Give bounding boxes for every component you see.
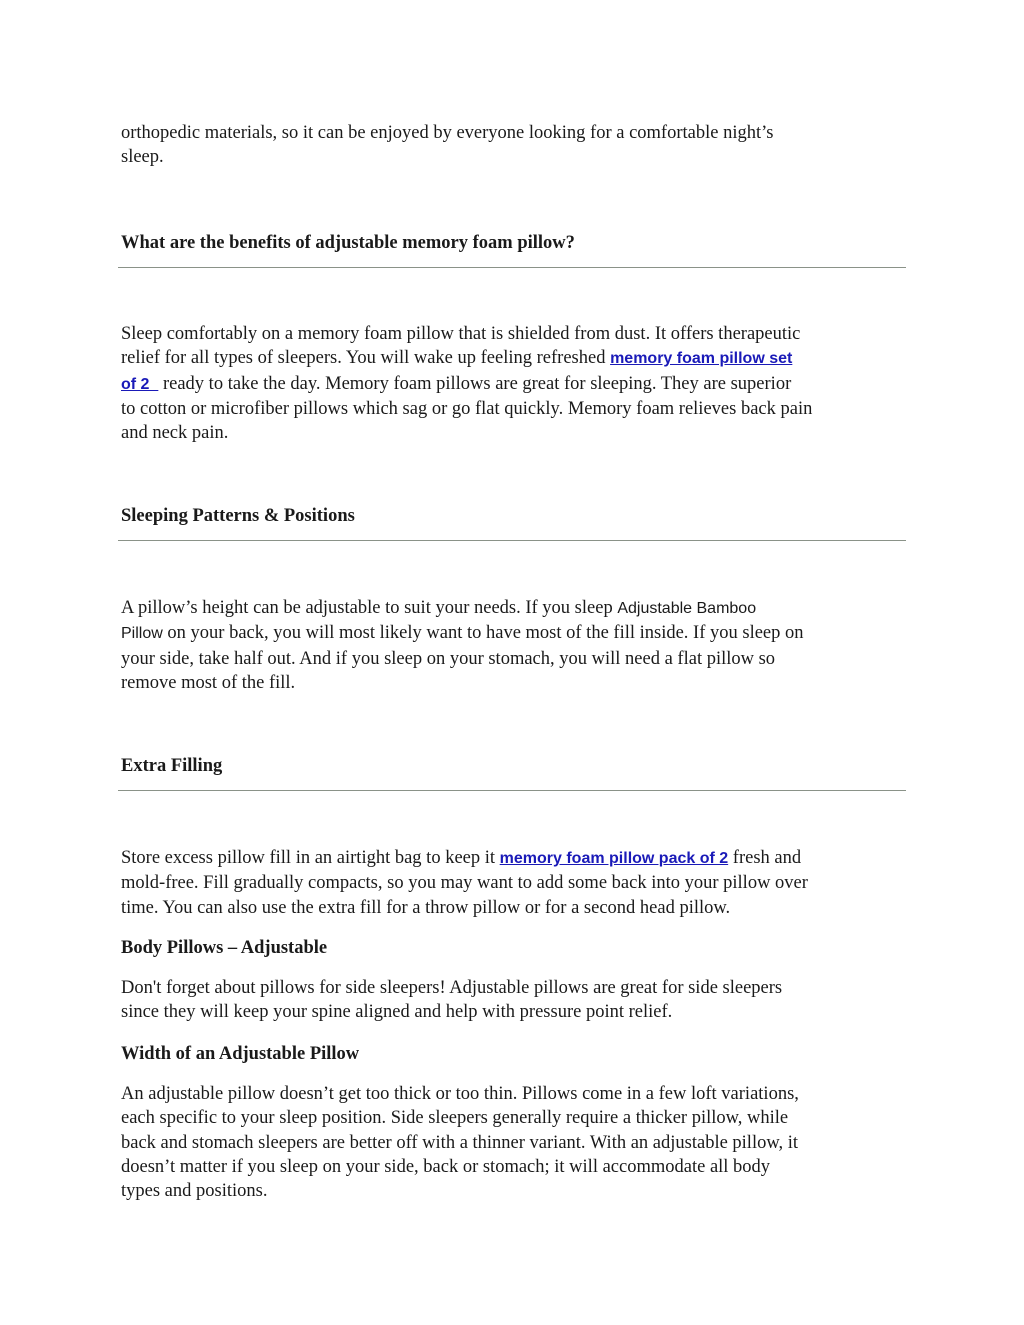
benefits-line: to cotton or microfiber pillows which sag or go flat quickly. Memory foam relieves back pain (121, 398, 813, 419)
extra-line: fresh and (728, 848, 802, 868)
width-line: back and stomach sleepers are better off with a thinner variant. With an adjustable pillow, it (121, 1132, 799, 1153)
adjustable-bamboo-pillow-text-continued: Pillow (121, 625, 163, 643)
sleeping-paragraph (121, 596, 911, 695)
extra-filling-paragraph (121, 846, 911, 920)
benefits-paragraph (121, 322, 911, 445)
benefits-line: Sleep comfortably on a memory foam pillow that is shielded from dust. It offers therapeutic (121, 324, 801, 344)
extra-line: time. You can also use the extra fill for a throw pillow or for a second head pillow. (121, 897, 731, 918)
intro-line: sleep. (121, 147, 164, 168)
heading-divider (118, 540, 906, 541)
sleeping-line: remove most of the fill. (121, 672, 296, 693)
benefits-line: ready to take the day. Memory foam pillows are great for sleeping. They are superior (158, 373, 792, 394)
body-pillows-paragraph (121, 976, 911, 1025)
width-line: An adjustable pillow doesn’t get too thick or too thin. Pillows come in a few loft variations, (121, 1084, 799, 1104)
intro-paragraph (121, 121, 911, 170)
intro-line: orthopedic materials, so it can be enjoyed by everyone looking for a comfortable night’s (121, 123, 774, 143)
adjustable-bamboo-pillow-text: Adjustable Bamboo (617, 600, 757, 617)
benefits-line: relief for all types of sleepers. You will wake up feeling refreshed (121, 348, 611, 369)
heading-width: Width of an Adjustable Pillow (121, 1044, 360, 1064)
heading-divider (118, 790, 906, 791)
width-paragraph (121, 1082, 911, 1203)
body-line: since they will keep your spine aligned and help with pressure point relief. (121, 1002, 673, 1023)
benefits-line: and neck pain. (121, 423, 229, 444)
memory-foam-pillow-set-link[interactable]: memory foam pillow set (610, 350, 793, 368)
width-line: doesn’t matter if you sleep on your side, back or stomach; it will accommodate all body (121, 1156, 771, 1177)
sleeping-line: A pillow’s height can be adjustable to suit your needs. If you sleep (121, 598, 618, 618)
memory-foam-pillow-pack-link[interactable]: memory foam pillow pack of 2 (499, 850, 729, 867)
heading-benefits: What are the benefits of adjustable memory foam pillow? (121, 233, 575, 253)
width-line: types and positions. (121, 1181, 268, 1202)
extra-line: mold-free. Fill gradually compacts, so you may want to add some back into your pillow over (121, 873, 808, 894)
heading-extra-filling: Extra Filling (121, 756, 223, 776)
width-line: each specific to your sleep position. Side sleepers generally require a thicker pillow, while (121, 1108, 789, 1129)
body-line: Don't forget about pillows for side sleepers! Adjustable pillows are great for side sleepers (121, 978, 783, 998)
memory-foam-pillow-set-link-continued[interactable]: of 2 (121, 375, 159, 393)
extra-line: Store excess pillow fill in an airtight bag to keep it (121, 848, 500, 868)
sleeping-line: your side, take half out. And if you sleep on your stomach, you will need a flat pillow so (121, 648, 776, 669)
sleeping-line: on your back, you will most likely want to have most of the fill inside. If you sleep on (162, 623, 804, 644)
heading-divider (118, 267, 906, 268)
heading-sleeping-patterns: Sleeping Patterns & Positions (121, 506, 355, 526)
heading-body-pillows: Body Pillows – Adjustable (121, 938, 328, 958)
